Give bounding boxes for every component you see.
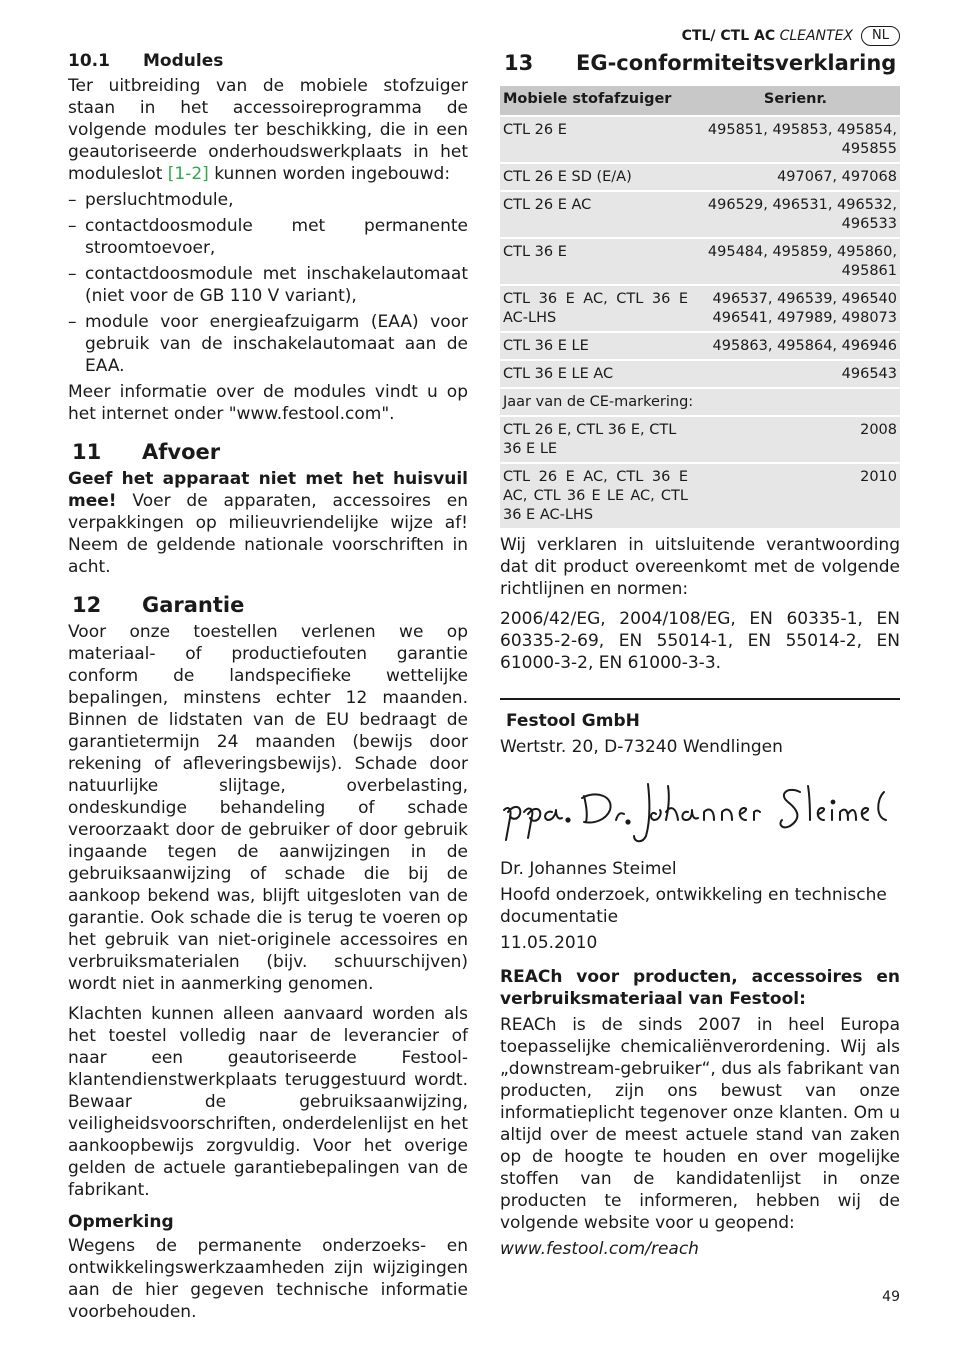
norms-text: 2006/42/EG, 2004/108/EG, EN 60335-1, EN 60335-2-69, EN 55014-1, EN 55014-2, EN 61000-3-2, EN 61000-3-3. [500, 609, 900, 673]
table-row: CTL 26 E, CTL 36 E, CTL 36 E LE 2008 [500, 416, 900, 463]
afvoer-text: Geef het apparaat niet met het huisvuil mee! Voer de apparaten, accessoires en verpakkingen op milieuvriendelijke wijze af! Neem de geldende nationale voorschriften in acht. [68, 469, 468, 577]
table-row: CTL 36 E LE 495863, 495864, 496946 [500, 332, 900, 360]
garantie-paragraph-2: Klachten kunnen alleen aanvaard worden als het toestel volledig naar de leverancier of naar een geautoriseerde Festool-klantendienstwerkplaats teruggestuurd wordt. Bewaar de gebruiksaanwijzing, veiligheidsvoorschriften, onderdelenlijst en het aankoopbewijs zorgvuldig. Voor het overige gelden de actuele garantiebepalingen van de fabrikant. [68, 1004, 468, 1200]
page-number: 49 [882, 1289, 900, 1305]
handwritten-signature [500, 762, 900, 852]
modules-intro: Ter uitbreiding van de mobiele stofzuiger staan in het accessoireprogramma de volgende modules ter beschikking, die in een geautoriseerde onderhoudswerkplaats in het moduleslot [1-2] kunnen worden ingebouwd: [68, 76, 468, 184]
opmerking-text: Wegens de permanente onderzoeks- en ontwikkelingswerkzaamheden zijn wijzigingen aan de hier gegeven technische informatie voorbehouden. [68, 1236, 468, 1322]
column-header-serial: Serienr. [691, 86, 900, 116]
opmerking-heading: Opmerking [68, 1212, 174, 1232]
modules-list [68, 189, 468, 377]
signature-date: 11.05.2010 [500, 933, 598, 953]
conformity-table [500, 86, 900, 528]
company-name: Festool GmbH [506, 711, 640, 731]
section-10-1-heading: 10.1 Modules [68, 51, 224, 71]
product-name: CTL/ CTL AC CLEANTEX [681, 28, 854, 44]
divider [500, 698, 900, 700]
table-row: CTL 36 E 495484, 495859, 495860, 495861 [500, 238, 900, 285]
reach-url: www.festool.com/reach [500, 1239, 699, 1259]
table-row: CTL 26 E AC 496529, 496531, 496532, 496533 [500, 191, 900, 238]
list-item: – module voor energieafzuigarm (EAA) voor gebruik van de inschakelautomaat aan de EAA. [68, 311, 468, 377]
declaration-text: Wij verklaren in uitsluitende verantwoording dat dit product overeenkomt met de volgende richtlijnen en normen: [500, 535, 900, 599]
language-badge: NL [861, 26, 900, 46]
list-item: – contactdoosmodule met permanente stroomtoevoer, [68, 215, 468, 259]
section-13-heading: 13 EG-conformiteitsverklaring [504, 51, 897, 75]
garantie-paragraph-1: Voor onze toestellen verlenen we op materiaal- of productiefouten garantie conform de landspecifieke wettelijke bepalingen, minstens echter 12 maanden. Binnen de lidstaten van de EU bedraagt de garantietermijn 24 maanden (bewijs door rekening of afleveringsbewijs). Schade door natuurlijke slijtage, overbelasting, ondeskundige behandeling of schade veroorzaakt door de gebruiker of door gebruik ingaande tegen de aanwijzingen in de gebruiksaanwijzing of schade die bij de aankoop bekend was, blijft uitgesloten van de garantie. Ook schade die is terug te voeren op het gebruik van niet-originele accessoires en verbruiksmaterialen (bijv. schuurschijven) wordt niet in aanmerking genomen. [68, 622, 468, 994]
ce-label-row: Jaar van de CE-markering: [500, 388, 900, 416]
list-item: – contactdoosmodule met inschakelautomaat (niet voor de GB 110 V variant), [68, 263, 468, 307]
table-row: CTL 26 E 495851, 495853, 495854, 495855 [500, 116, 900, 163]
column-header-model: Mobiele stofafzuiger [500, 86, 691, 116]
modules-more-info: Meer informatie over de modules vindt u op het internet onder "www.festool.com". [68, 382, 468, 424]
reach-text: REACh is de sinds 2007 in heel Europa toepasselijke chemicaliënverordening. Wij als „downstream-gebruiker“, dus als fabrikant van producten, zijn ons bewust van onze informatieplicht tegenover onze klanten. Om u altijd over de meest actuele stand van zaken op de hoogte te houden en over mogelijke stoffen van de kandidatenlijst in onze producten te informeren, hebben wij de volgende website voor u geopend: [500, 1015, 900, 1233]
table-header-row [500, 86, 900, 116]
section-11-heading: 11 Afvoer [72, 440, 221, 464]
reach-heading: REACh voor producten, accessoires en verbruiksmateriaal van Festool: [500, 967, 900, 1009]
right-column [500, 50, 900, 1264]
list-item: – persluchtmodule, [68, 189, 468, 211]
table-row: CTL 36 E LE AC 496543 [500, 360, 900, 388]
table-row: CTL 26 E SD (E/A) 497067, 497068 [500, 163, 900, 191]
table-row: CTL 36 E AC, CTL 36 E AC-LHS 496537, 496539, 496540 496541, 497989, 498073 [500, 285, 900, 332]
table-row: CTL 26 E AC, CTL 36 E AC, CTL 36 E LE AC, CTL 36 E AC-LHS 2010 [500, 463, 900, 528]
company-address: Wertstr. 20, D-73240 Wendlingen [500, 737, 783, 757]
figure-reference: [1-2] [167, 164, 209, 184]
signer-role: Hoofd onderzoek, ontwikkeling en technische documentatie [500, 885, 887, 927]
left-column [68, 50, 468, 1327]
signer-name: Dr. Johannes Steimel [500, 859, 677, 879]
section-12-heading: 12 Garantie [72, 593, 245, 617]
page-header [682, 26, 900, 46]
